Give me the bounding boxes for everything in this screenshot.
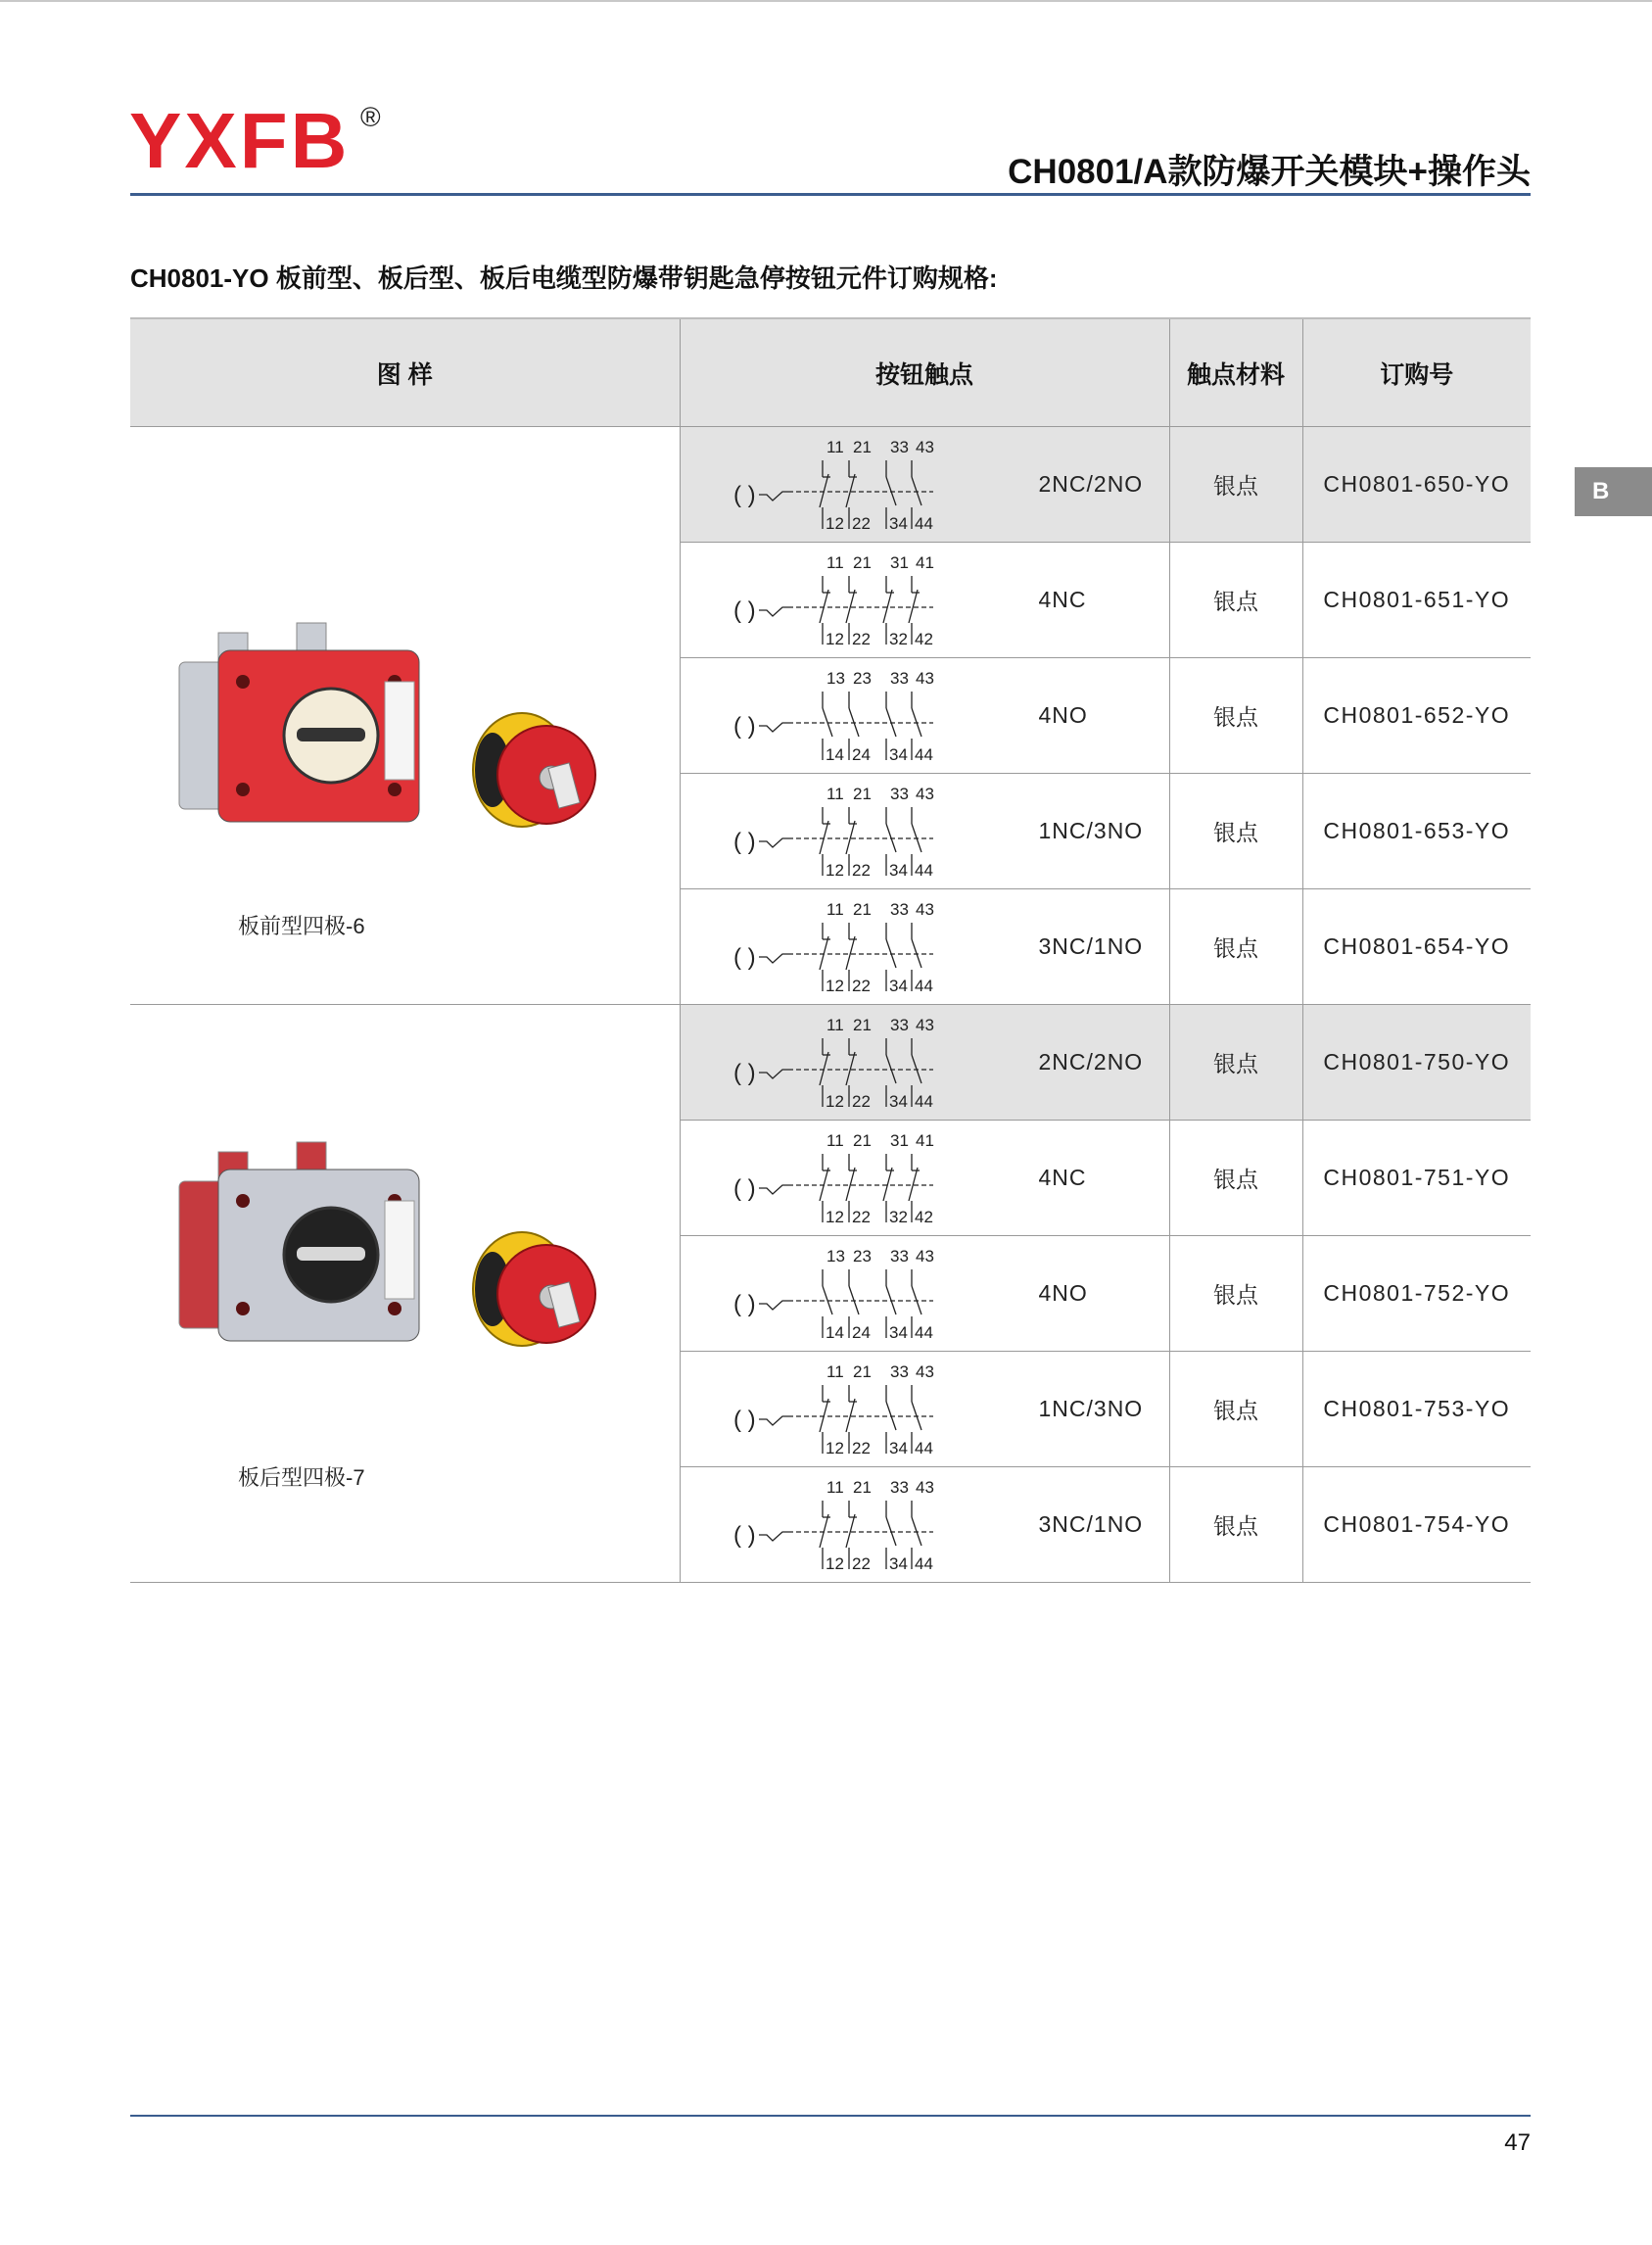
contact-diagram <box>730 1009 1023 1117</box>
terminal-bottom-label: 22 <box>851 514 871 533</box>
contact-cell <box>680 774 1169 889</box>
terminal-bottom-label: 32 <box>888 1208 908 1226</box>
product-image-cell <box>130 1005 680 1583</box>
order-number: CH0801-654-YO <box>1302 889 1531 1005</box>
terminal-top-label: 41 <box>915 553 934 572</box>
order-number: CH0801-651-YO <box>1302 543 1531 658</box>
terminal-top-label: 21 <box>852 1016 872 1034</box>
terminal-bottom-label: 12 <box>825 1554 844 1573</box>
terminal-top-label: 43 <box>915 669 934 688</box>
terminal-bottom-label: 12 <box>825 1092 844 1111</box>
terminal-top-label: 33 <box>889 1016 909 1034</box>
terminal-top-label: 33 <box>889 669 909 688</box>
terminal-top-label: 11 <box>826 785 844 803</box>
terminal-top-label: 31 <box>889 1131 909 1150</box>
terminal-bottom-label: 44 <box>914 1323 933 1342</box>
contact-diagram <box>730 662 1023 770</box>
actuator-symbol: ( ) <box>732 1060 756 1086</box>
terminal-bottom-label: 22 <box>851 1092 871 1111</box>
terminal-top-label: 11 <box>826 553 844 572</box>
contact-cell <box>680 1121 1169 1236</box>
contact-type: 4NC <box>1038 587 1087 612</box>
contact-diagram <box>730 1471 1023 1579</box>
contact-material: 银点 <box>1169 774 1302 889</box>
section-title: CH0801-YO 板前型、板后型、板后电缆型防爆带钥匙急停按钮元件订购规格: <box>130 263 998 293</box>
contact-material: 银点 <box>1169 543 1302 658</box>
order-number: CH0801-653-YO <box>1302 774 1531 889</box>
actuator-symbol: ( ) <box>732 944 756 971</box>
contact-material: 银点 <box>1169 889 1302 1005</box>
terminal-top-label: 43 <box>915 1016 934 1034</box>
contact-cell <box>680 1467 1169 1583</box>
contact-material: 银点 <box>1169 1352 1302 1467</box>
contact-material: 银点 <box>1169 1121 1302 1236</box>
terminal-bottom-label: 12 <box>825 630 844 648</box>
terminal-top-label: 33 <box>889 1478 909 1497</box>
terminal-top-label: 21 <box>852 553 872 572</box>
header-contacts: 按钮触点 <box>680 318 1169 427</box>
terminal-bottom-label: 42 <box>914 630 933 648</box>
front-mount-product-icon <box>150 613 659 868</box>
terminal-top-label: 43 <box>915 1362 934 1381</box>
actuator-symbol: ( ) <box>732 1407 756 1433</box>
contact-cell <box>680 1005 1169 1121</box>
terminal-bottom-label: 12 <box>825 1439 844 1457</box>
terminal-top-label: 43 <box>915 785 934 803</box>
page-top-border <box>0 0 1652 2</box>
terminal-top-label: 43 <box>915 900 934 919</box>
terminal-top-label: 21 <box>852 1478 872 1497</box>
contact-cell <box>680 1236 1169 1352</box>
terminal-top-label: 21 <box>852 1362 872 1381</box>
terminal-bottom-label: 44 <box>914 1554 933 1573</box>
actuator-symbol: ( ) <box>732 597 756 624</box>
terminal-bottom-label: 24 <box>851 1323 871 1342</box>
terminal-bottom-label: 22 <box>851 1554 871 1573</box>
terminal-bottom-label: 44 <box>914 977 933 995</box>
terminal-bottom-label: 34 <box>888 861 908 880</box>
product-caption: 板后型四极-7 <box>238 1465 365 1490</box>
terminal-top-label: 43 <box>915 1478 934 1497</box>
order-spec-table <box>130 317 1531 1583</box>
terminal-top-label: 13 <box>826 1247 845 1266</box>
contact-diagram <box>730 893 1023 1001</box>
terminal-top-label: 11 <box>826 438 844 456</box>
chapter-tab[interactable]: B <box>1575 467 1652 516</box>
contact-type: 2NC/2NO <box>1038 1049 1144 1075</box>
order-number: CH0801-751-YO <box>1302 1121 1531 1236</box>
terminal-top-label: 11 <box>826 900 844 919</box>
terminal-top-label: 23 <box>852 669 872 688</box>
contact-type: 4NC <box>1038 1165 1087 1190</box>
registered-mark: ® <box>360 102 381 132</box>
contact-type: 4NO <box>1038 1280 1088 1306</box>
contact-diagram <box>730 431 1023 539</box>
terminal-bottom-label: 22 <box>851 861 871 880</box>
terminal-bottom-label: 44 <box>914 1092 933 1111</box>
table-row <box>130 1005 1531 1121</box>
terminal-bottom-label: 14 <box>825 1323 844 1342</box>
terminal-bottom-label: 22 <box>851 1439 871 1457</box>
table-header-row <box>130 318 1531 427</box>
contact-material: 银点 <box>1169 658 1302 774</box>
page-number: 47 <box>1504 2129 1531 2156</box>
terminal-top-label: 33 <box>889 438 909 456</box>
terminal-bottom-label: 24 <box>851 745 871 764</box>
product-image-cell <box>130 427 680 1005</box>
terminal-bottom-label: 12 <box>825 514 844 533</box>
contact-type: 1NC/3NO <box>1038 818 1144 843</box>
order-number: CH0801-752-YO <box>1302 1236 1531 1352</box>
terminal-top-label: 41 <box>915 1131 934 1150</box>
order-number: CH0801-652-YO <box>1302 658 1531 774</box>
terminal-bottom-label: 34 <box>888 745 908 764</box>
header-material: 触点材料 <box>1169 318 1302 427</box>
contact-type: 1NC/3NO <box>1038 1396 1144 1421</box>
terminal-bottom-label: 22 <box>851 1208 871 1226</box>
terminal-bottom-label: 34 <box>888 1554 908 1573</box>
terminal-bottom-label: 34 <box>888 1092 908 1111</box>
terminal-top-label: 21 <box>852 1131 872 1150</box>
terminal-bottom-label: 34 <box>888 977 908 995</box>
terminal-top-label: 33 <box>889 785 909 803</box>
terminal-top-label: 23 <box>852 1247 872 1266</box>
order-number: CH0801-750-YO <box>1302 1005 1531 1121</box>
contact-cell <box>680 889 1169 1005</box>
contact-material: 银点 <box>1169 1005 1302 1121</box>
terminal-top-label: 11 <box>826 1131 844 1150</box>
terminal-top-label: 11 <box>826 1016 844 1034</box>
order-number: CH0801-754-YO <box>1302 1467 1531 1583</box>
actuator-symbol: ( ) <box>732 1522 756 1549</box>
terminal-top-label: 21 <box>852 900 872 919</box>
contact-cell <box>680 543 1169 658</box>
terminal-top-label: 31 <box>889 553 909 572</box>
terminal-bottom-label: 22 <box>851 630 871 648</box>
terminal-bottom-label: 42 <box>914 1208 933 1226</box>
terminal-top-label: 11 <box>826 1362 844 1381</box>
rear-mount-product-icon <box>150 1132 659 1387</box>
actuator-symbol: ( ) <box>732 1175 756 1202</box>
terminal-top-label: 43 <box>915 1247 934 1266</box>
brand-logo: YXFB <box>129 97 351 184</box>
terminal-top-label: 11 <box>826 1478 844 1497</box>
terminal-top-label: 33 <box>889 1362 909 1381</box>
header-divider <box>130 193 1531 196</box>
product-caption: 板前型四极-6 <box>238 914 365 938</box>
actuator-symbol: ( ) <box>732 713 756 740</box>
contact-type: 4NO <box>1038 702 1088 728</box>
contact-diagram <box>730 1240 1023 1348</box>
contact-diagram <box>730 547 1023 654</box>
terminal-bottom-label: 32 <box>888 630 908 648</box>
header-image: 图 样 <box>130 318 680 427</box>
terminal-top-label: 43 <box>915 438 934 456</box>
contact-cell <box>680 1352 1169 1467</box>
terminal-bottom-label: 14 <box>825 745 844 764</box>
terminal-bottom-label: 34 <box>888 1323 908 1342</box>
table-row <box>130 427 1531 543</box>
contact-material: 银点 <box>1169 1467 1302 1583</box>
contact-type: 3NC/1NO <box>1038 1511 1144 1537</box>
terminal-bottom-label: 44 <box>914 745 933 764</box>
contact-cell <box>680 658 1169 774</box>
contact-type: 2NC/2NO <box>1038 471 1144 497</box>
order-number: CH0801-650-YO <box>1302 427 1531 543</box>
header-order-no: 订购号 <box>1302 318 1531 427</box>
actuator-symbol: ( ) <box>732 829 756 855</box>
contact-material: 银点 <box>1169 427 1302 543</box>
terminal-bottom-label: 34 <box>888 1439 908 1457</box>
terminal-bottom-label: 34 <box>888 514 908 533</box>
contact-diagram <box>730 778 1023 885</box>
actuator-symbol: ( ) <box>732 482 756 508</box>
actuator-symbol: ( ) <box>732 1291 756 1317</box>
contact-diagram <box>730 1356 1023 1463</box>
contact-type: 3NC/1NO <box>1038 933 1144 959</box>
terminal-top-label: 33 <box>889 900 909 919</box>
order-number: CH0801-753-YO <box>1302 1352 1531 1467</box>
page-header-title: CH0801/A款防爆开关模块+操作头 <box>1008 153 1531 191</box>
terminal-bottom-label: 12 <box>825 977 844 995</box>
footer-divider <box>130 2115 1531 2117</box>
terminal-bottom-label: 44 <box>914 1439 933 1457</box>
terminal-top-label: 33 <box>889 1247 909 1266</box>
contact-material: 银点 <box>1169 1236 1302 1352</box>
terminal-top-label: 13 <box>826 669 845 688</box>
terminal-bottom-label: 12 <box>825 1208 844 1226</box>
terminal-bottom-label: 12 <box>825 861 844 880</box>
terminal-bottom-label: 22 <box>851 977 871 995</box>
terminal-top-label: 21 <box>852 438 872 456</box>
terminal-bottom-label: 44 <box>914 514 933 533</box>
contact-cell <box>680 427 1169 543</box>
contact-diagram <box>730 1124 1023 1232</box>
terminal-top-label: 21 <box>852 785 872 803</box>
terminal-bottom-label: 44 <box>914 861 933 880</box>
